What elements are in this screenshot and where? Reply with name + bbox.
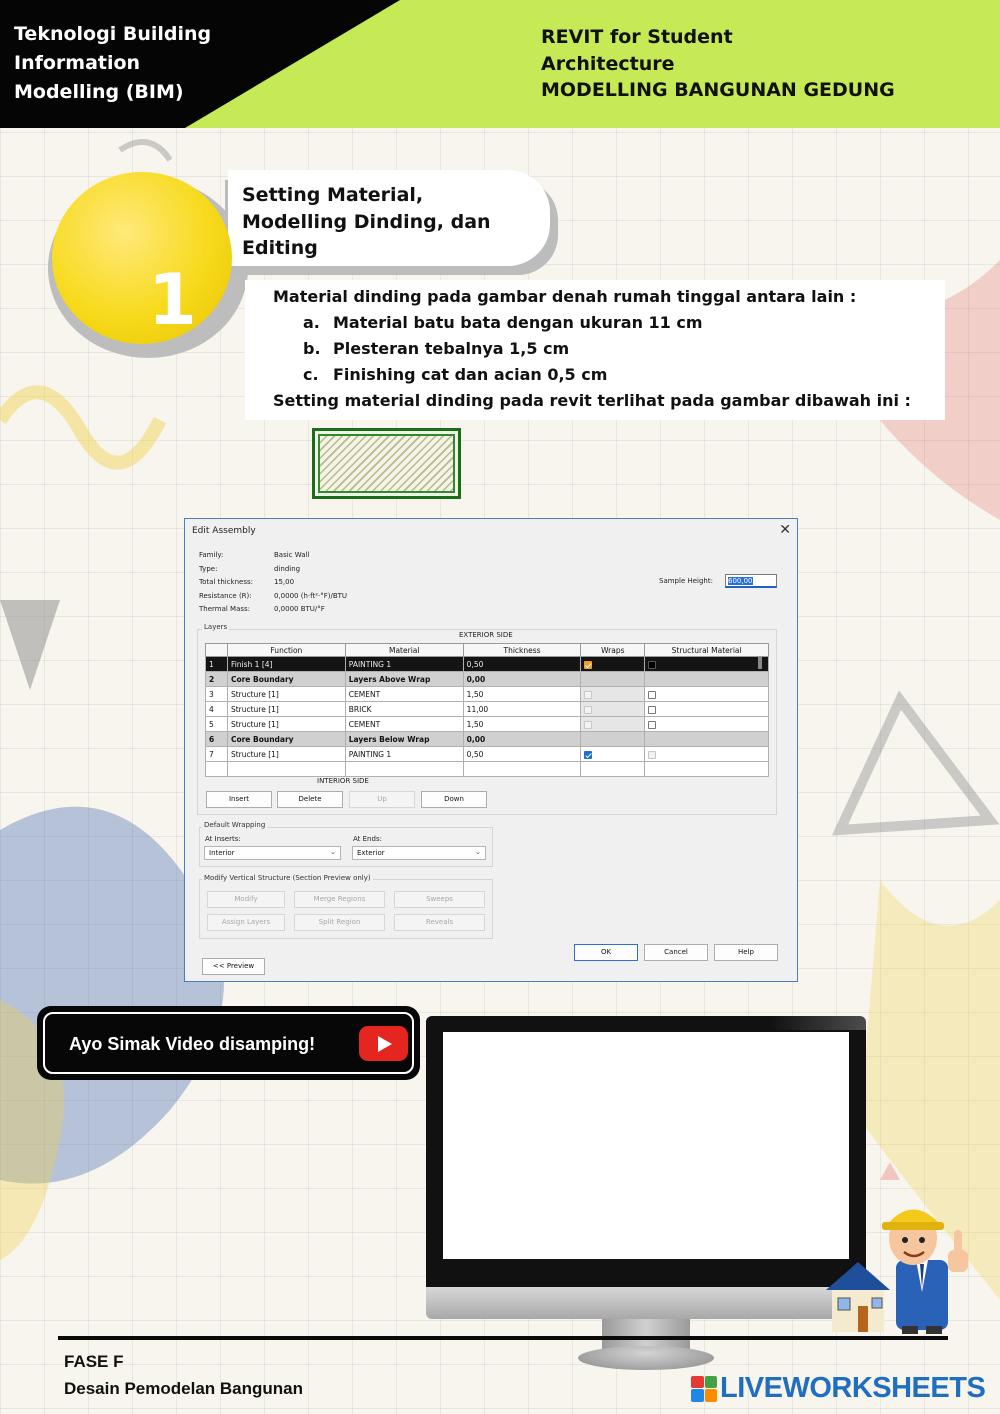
reveals-button[interactable]: Reveals <box>394 914 485 931</box>
column-header[interactable]: Structural Material <box>645 644 769 657</box>
thickness-cell[interactable]: 1,50 <box>463 717 581 732</box>
structural-cell <box>645 687 769 702</box>
dialog-title: Edit Assembly <box>192 526 256 536</box>
at-inserts-label: At Inserts: <box>205 835 241 843</box>
setting-text: Setting material dinding pada revit terlihat pada gambar dibawah ini : <box>273 391 911 410</box>
section-title: Setting Material, Modelling Dinding, dan Editing <box>242 184 491 259</box>
table-scrollbar[interactable] <box>758 657 762 669</box>
chevron-down-icon: ⌄ <box>330 848 336 856</box>
sample-height-input[interactable]: 600,00 <box>725 574 777 588</box>
header-right-title: REVIT for Student Architecture MODELLING BANGUNAN GEDUNG <box>541 26 895 101</box>
video-cta-text: Ayo Simak Video disamping! <box>69 1034 316 1054</box>
chevron-down-icon: ⌄ <box>475 848 481 856</box>
thickness-cell[interactable]: 11,00 <box>463 702 581 717</box>
prop-value: 0,0000 (h·ft²·°F)/BTU <box>274 592 348 600</box>
delete-button[interactable]: Delete <box>277 791 343 808</box>
section-badge <box>52 172 232 344</box>
thickness-cell: 0,00 <box>463 672 581 687</box>
table-row[interactable] <box>206 687 769 702</box>
row-number: 3 <box>206 687 228 702</box>
function-cell[interactable]: Structure [1] <box>227 747 345 762</box>
structural-cell <box>645 702 769 717</box>
table-row[interactable] <box>206 672 769 687</box>
material-cell[interactable]: BRICK <box>345 702 463 717</box>
layers-table <box>205 643 769 777</box>
table-row[interactable] <box>206 732 769 747</box>
function-cell: Core Boundary <box>227 732 345 747</box>
wraps-checkbox[interactable] <box>584 751 592 759</box>
thickness-cell: 0,00 <box>463 732 581 747</box>
column-header-index <box>206 644 228 657</box>
ok-button[interactable]: OK <box>574 944 638 961</box>
wall-hatch-swatch <box>312 428 461 499</box>
intro-text: Material dinding pada gambar denah rumah tinggal antara lain : <box>273 287 857 306</box>
material-cell: Layers Below Wrap <box>345 732 463 747</box>
at-inserts-select[interactable]: Interior ⌄ <box>204 846 341 860</box>
column-header[interactable]: Thickness <box>463 644 581 657</box>
wraps-checkbox[interactable] <box>584 706 592 714</box>
wraps-cell <box>581 702 645 717</box>
layers-label: Layers <box>204 623 228 631</box>
footer-text: FASE F Desain Pemodelan Bangunan <box>64 1352 303 1398</box>
wraps-checkbox[interactable] <box>584 721 592 729</box>
at-ends-label: At Ends: <box>353 835 382 843</box>
thickness-cell[interactable]: 0,50 <box>463 747 581 762</box>
row-number: 7 <box>206 747 228 762</box>
prop-value: Basic Wall <box>274 551 310 559</box>
cancel-button[interactable]: Cancel <box>644 944 708 961</box>
assign-layers-button[interactable]: Assign Layers <box>207 914 285 931</box>
material-cell: Layers Above Wrap <box>345 672 463 687</box>
sample-height-label: Sample Height: <box>659 577 713 585</box>
table-row[interactable] <box>206 747 769 762</box>
structural-cell <box>645 732 769 747</box>
structural-checkbox[interactable] <box>648 751 656 759</box>
thickness-cell[interactable]: 1,50 <box>463 687 581 702</box>
prop-value: 0,0000 BTU/°F <box>274 605 325 613</box>
table-row-empty <box>206 762 769 777</box>
exterior-side-label: EXTERIOR SIDE <box>459 631 513 639</box>
material-cell[interactable]: PAINTING 1 <box>345 657 463 672</box>
table-row[interactable] <box>206 657 769 672</box>
structural-checkbox[interactable] <box>648 661 656 669</box>
wraps-checkbox[interactable] <box>584 691 592 699</box>
prop-label: Total thickness: <box>199 578 253 586</box>
monitor-shine <box>770 1016 866 1030</box>
insert-button[interactable]: Insert <box>206 791 272 808</box>
preview-button[interactable]: << Preview <box>202 958 265 975</box>
material-cell[interactable]: PAINTING 1 <box>345 747 463 762</box>
structural-cell <box>645 747 769 762</box>
row-number: 1 <box>206 657 228 672</box>
table-row[interactable] <box>206 717 769 732</box>
section-number: 1 <box>148 259 197 341</box>
row-number: 2 <box>206 672 228 687</box>
monitor-stand-base <box>578 1346 714 1370</box>
header-left-title: Teknologi Building Information Modelling (BIM) <box>14 23 212 103</box>
wraps-cell <box>581 747 645 762</box>
liveworksheets-brand: LIVEWORKSHEETS <box>720 1372 986 1404</box>
material-cell[interactable]: CEMENT <box>345 717 463 732</box>
wraps-cell <box>581 657 645 672</box>
prop-label: Thermal Mass: <box>199 605 251 613</box>
split-region-button[interactable]: Split Region <box>294 914 385 931</box>
list-item: c. Finishing cat dan acian 0,5 cm <box>303 365 608 384</box>
wraps-cell <box>581 717 645 732</box>
function-cell[interactable]: Structure [1] <box>227 717 345 732</box>
table-row[interactable] <box>206 702 769 717</box>
structural-checkbox[interactable] <box>648 691 656 699</box>
wraps-checkbox[interactable] <box>584 661 592 669</box>
structural-cell <box>645 717 769 732</box>
modify-button[interactable]: Modify <box>207 891 285 908</box>
edit-assembly-dialog <box>184 518 798 982</box>
help-button[interactable]: Help <box>714 944 778 961</box>
wraps-cell <box>581 672 645 687</box>
column-header[interactable]: Material <box>345 644 463 657</box>
liveworksheets-logo-icon <box>691 1376 717 1402</box>
default-wrapping-label: Default Wrapping <box>204 821 266 829</box>
function-cell[interactable]: Structure [1] <box>227 687 345 702</box>
table-header-row <box>206 644 769 657</box>
wraps-cell <box>581 732 645 747</box>
row-number: 6 <box>206 732 228 747</box>
at-ends-select[interactable]: Exterior ⌄ <box>352 846 486 860</box>
liveworksheets-logo[interactable] <box>691 1372 985 1405</box>
builder-mascot-icon <box>826 1192 996 1337</box>
material-cell[interactable]: CEMENT <box>345 687 463 702</box>
modify-vertical-label: Modify Vertical Structure (Section Preview only) <box>204 874 371 882</box>
thickness-cell[interactable]: 0,50 <box>463 657 581 672</box>
list-item: b. Plesteran tebalnya 1,5 cm <box>303 339 570 358</box>
column-header[interactable]: Wraps <box>581 644 645 657</box>
list-item: a. Material batu bata dengan ukuran 11 cm <box>303 313 703 332</box>
prop-label: Resistance (R): <box>199 592 252 600</box>
function-cell: Core Boundary <box>227 672 345 687</box>
prop-label: Type: <box>199 565 218 573</box>
row-number: 4 <box>206 702 228 717</box>
sweeps-button[interactable]: Sweeps <box>394 891 485 908</box>
function-cell[interactable]: Structure [1] <box>227 702 345 717</box>
hatch-pattern <box>318 434 455 493</box>
structural-checkbox[interactable] <box>648 721 656 729</box>
wraps-cell <box>581 687 645 702</box>
prop-value: dinding <box>274 565 301 573</box>
down-button[interactable]: Down <box>421 791 487 808</box>
structural-checkbox[interactable] <box>648 706 656 714</box>
prop-label: Family: <box>199 551 224 559</box>
merge-regions-button[interactable]: Merge Regions <box>294 891 385 908</box>
function-cell[interactable]: Finish 1 [4] <box>227 657 345 672</box>
monitor-chin <box>426 1287 866 1319</box>
up-button[interactable]: Up <box>349 791 415 808</box>
prop-value: 15,00 <box>274 578 295 586</box>
structural-cell <box>645 657 769 672</box>
video-screen[interactable] <box>443 1032 849 1259</box>
row-number: 5 <box>206 717 228 732</box>
monitor-stand-neck <box>602 1319 690 1349</box>
column-header[interactable]: Function <box>227 644 345 657</box>
footer-divider <box>58 1336 948 1340</box>
youtube-play-icon[interactable] <box>359 1026 408 1061</box>
interior-side-label: INTERIOR SIDE <box>317 777 369 785</box>
structural-cell <box>645 672 769 687</box>
close-icon[interactable]: ✕ <box>779 522 791 538</box>
